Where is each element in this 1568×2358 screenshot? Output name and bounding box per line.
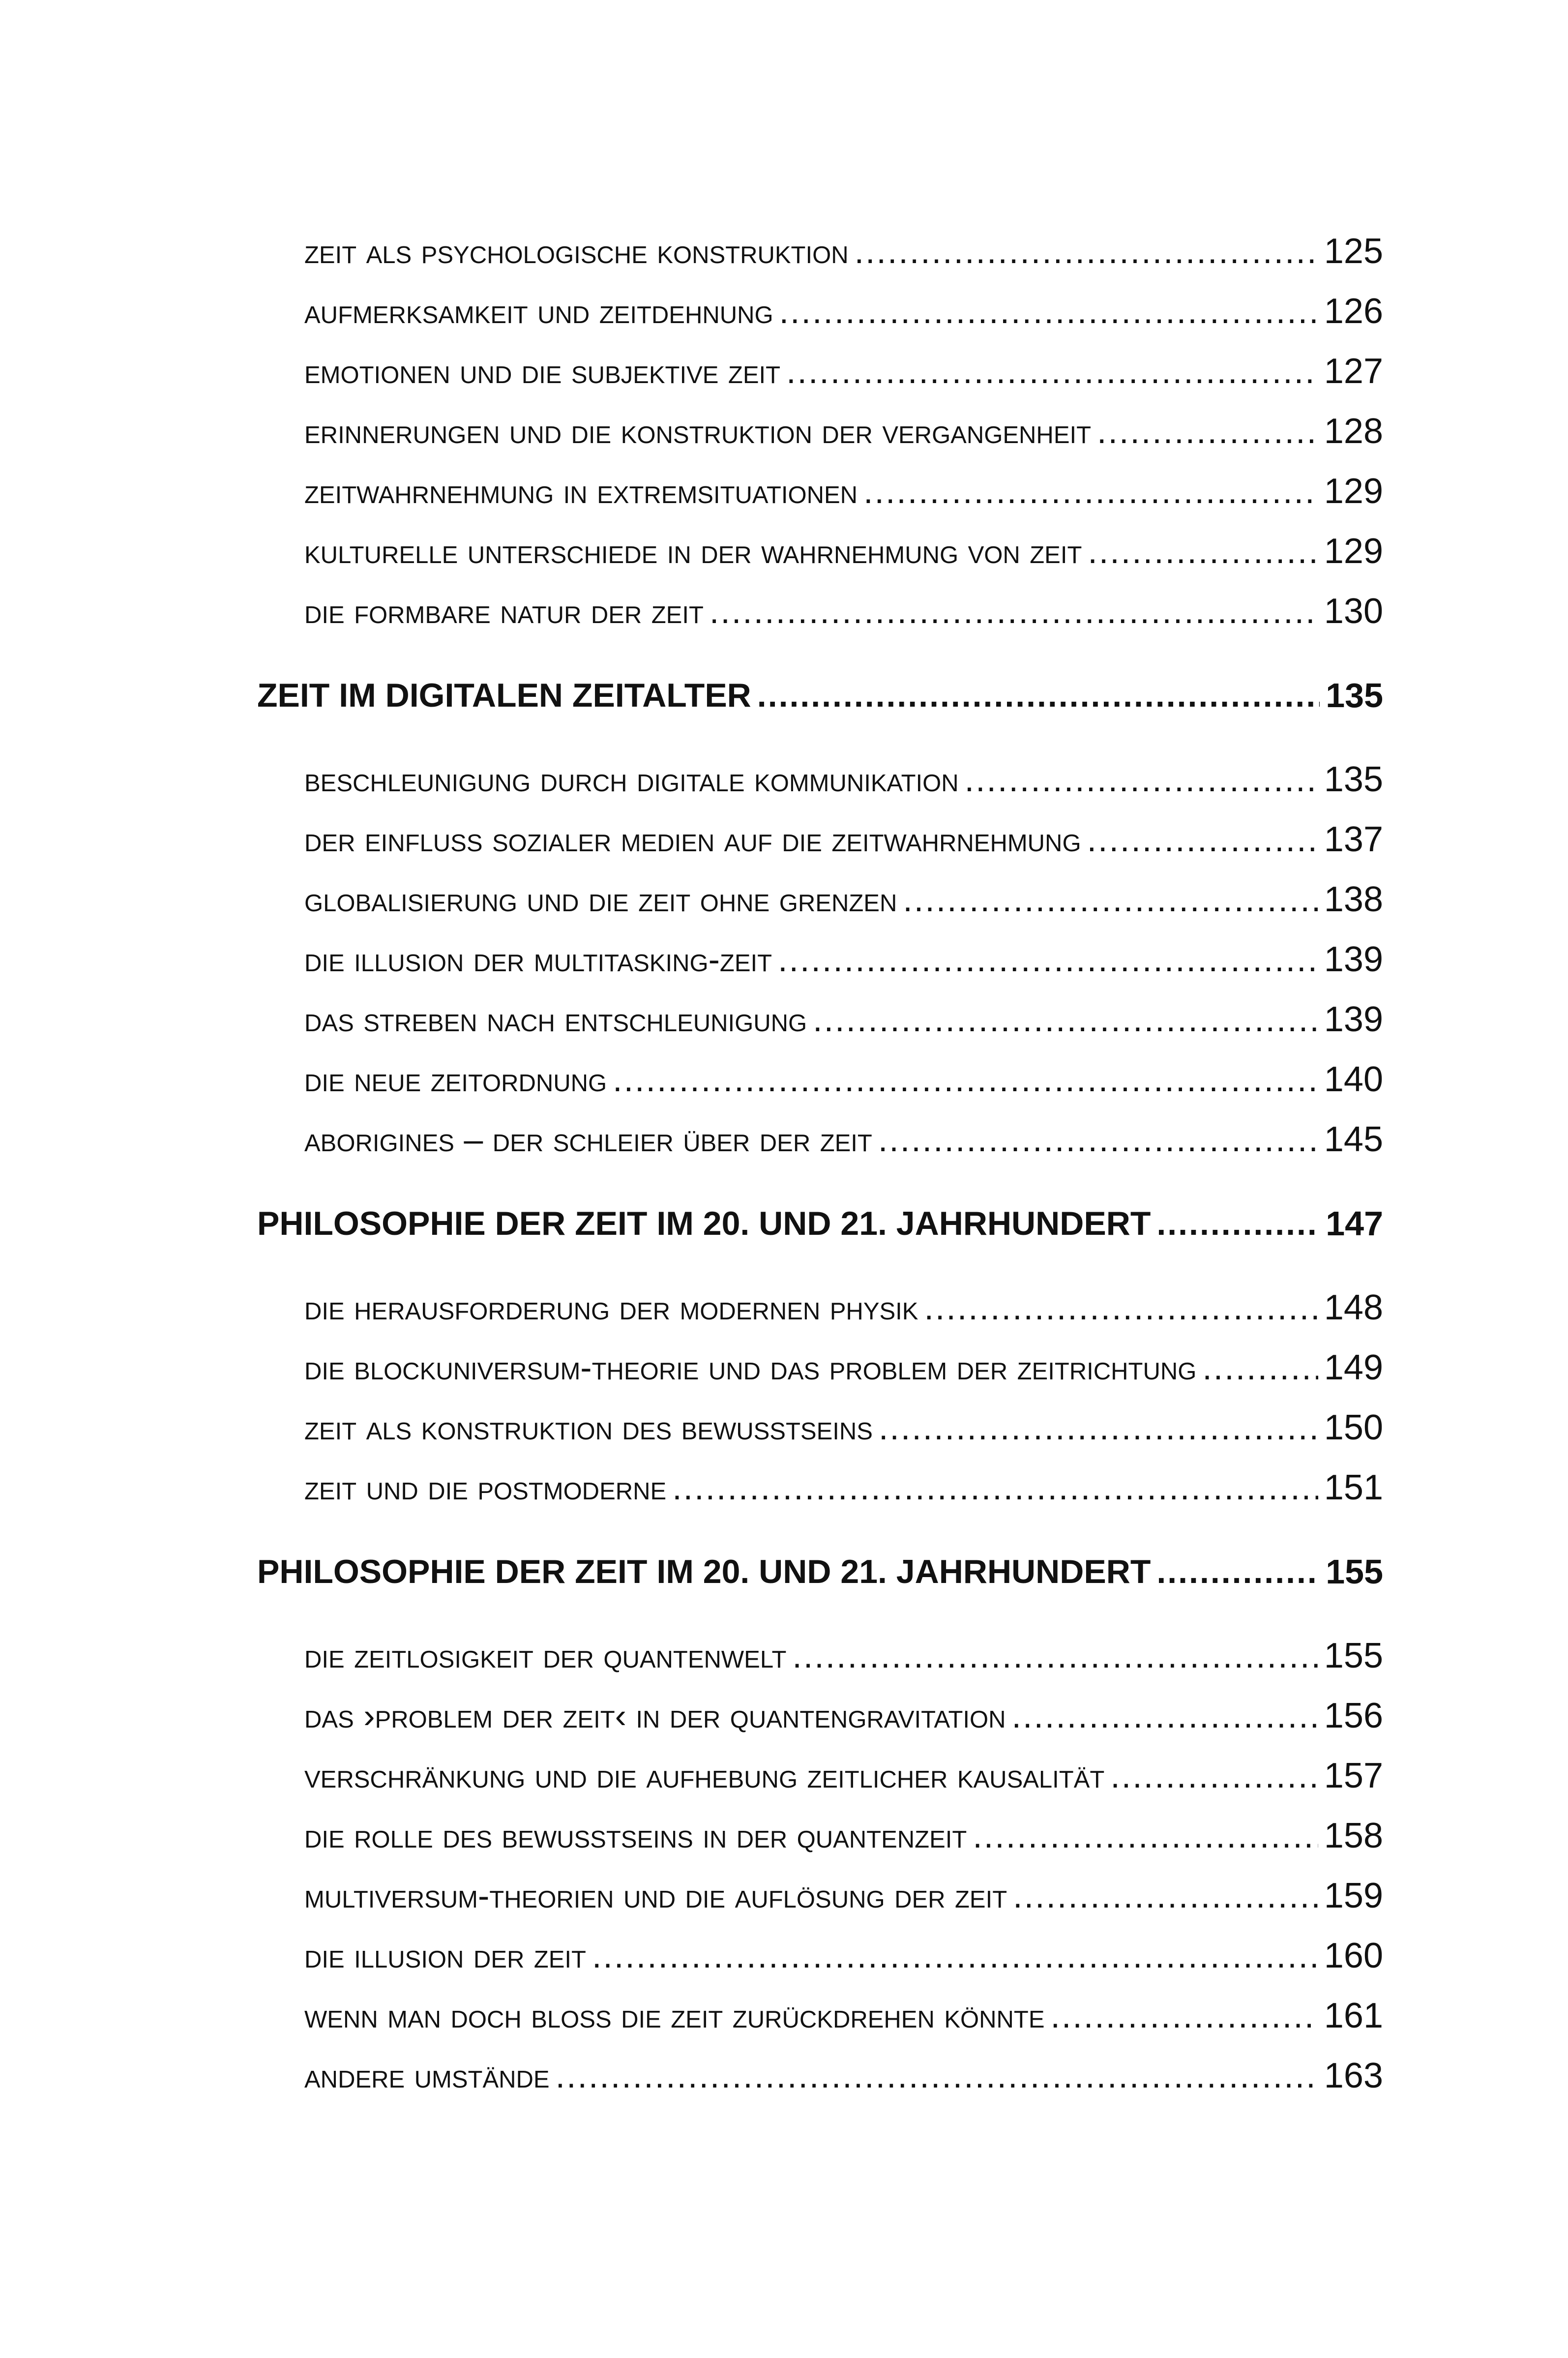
toc-entry-title: die formbare natur der zeit (304, 592, 704, 630)
dot-leader (556, 2046, 1318, 2106)
toc-entry[interactable] (304, 281, 1383, 341)
toc-entry-title: die neue zeitordnung (304, 1060, 607, 1099)
toc-entry-title: der einfluss sozialer medien auf die zeitwahrnehmung (304, 820, 1081, 859)
dot-leader (792, 1626, 1318, 1686)
toc-entry-title: emotionen und die subjektive zeit (304, 352, 781, 390)
dot-leader (878, 1109, 1318, 1169)
toc-entry[interactable] (304, 1109, 1383, 1169)
toc-entry[interactable] (304, 581, 1383, 641)
toc-chapter[interactable] (257, 1193, 1383, 1254)
table-of-contents (257, 221, 1383, 2106)
dot-leader (863, 461, 1318, 521)
toc-entry-title: andere umstände (304, 2057, 550, 2095)
dot-leader (779, 281, 1318, 341)
toc-entry[interactable] (304, 221, 1383, 281)
toc-entry-page: 155 (1324, 1636, 1383, 1675)
dot-leader (757, 665, 1320, 726)
toc-entry-page: 135 (1324, 760, 1383, 799)
toc-chapter-title: PHILOSOPHIE DER ZEIT IM 20. UND 21. JAHRHUNDERT (257, 1553, 1151, 1590)
toc-entry[interactable] (304, 1398, 1383, 1458)
toc-entry-page: 160 (1324, 1936, 1383, 1975)
dot-leader (1087, 809, 1318, 869)
dot-leader (1088, 521, 1318, 581)
toc-entry-page: 129 (1324, 472, 1383, 511)
dot-leader (813, 989, 1318, 1049)
toc-entry-title: zeit und die postmoderne (304, 1468, 667, 1507)
toc-chapter-title: PHILOSOPHIE DER ZEIT IM 20. UND 21. JAHRHUNDERT (257, 1205, 1151, 1242)
toc-entry[interactable] (304, 1866, 1383, 1926)
toc-entry[interactable] (304, 1686, 1383, 1746)
dot-leader (1156, 1541, 1320, 1602)
toc-entry-title: erinnerungen und die konstruktion der vergangenheit (304, 412, 1092, 450)
toc-entry-page: 151 (1324, 1468, 1383, 1507)
toc-entry[interactable] (304, 809, 1383, 869)
toc-entry-page: 130 (1324, 592, 1383, 631)
toc-entry[interactable] (304, 521, 1383, 581)
toc-entry-page: 148 (1324, 1288, 1383, 1327)
toc-entry-page: 139 (1324, 1000, 1383, 1039)
toc-entry-title: verschränkung und die aufhebung zeitlicher kausalität (304, 1757, 1105, 1795)
toc-entry-page: 159 (1324, 1876, 1383, 1915)
toc-entry-title: multiversum-theorien und die auflösung der zeit (304, 1877, 1007, 1915)
toc-entry-page: 128 (1324, 412, 1383, 451)
toc-entry[interactable] (304, 1458, 1383, 1518)
toc-entry-title: die blockuniversum-theorie und das problem der zeitrichtung (304, 1348, 1197, 1387)
toc-entry-title: das streben nach entschleunigung (304, 1000, 807, 1039)
toc-entry-page: 137 (1324, 820, 1383, 859)
toc-entry-page: 127 (1324, 352, 1383, 391)
toc-entry[interactable] (304, 1926, 1383, 1986)
toc-entry[interactable] (304, 1626, 1383, 1686)
toc-entry-page: 161 (1324, 1996, 1383, 2035)
toc-entry-page: 156 (1324, 1696, 1383, 1735)
toc-entry-title: aufmerksamkeit und zeitdehnung (304, 292, 773, 330)
toc-entry-page: 140 (1324, 1060, 1383, 1099)
dot-leader (924, 1278, 1318, 1338)
dot-leader (613, 1049, 1318, 1109)
toc-entry-page: 129 (1324, 532, 1383, 571)
toc-chapter-page: 147 (1326, 1204, 1383, 1243)
dot-leader (1110, 1746, 1318, 1806)
toc-entry[interactable] (304, 341, 1383, 401)
toc-entry-title: globalisierung und die zeit ohne grenzen (304, 880, 897, 919)
toc-entry[interactable] (304, 1278, 1383, 1338)
toc-entry[interactable] (304, 401, 1383, 461)
dot-leader (855, 221, 1318, 281)
dot-leader (879, 1398, 1318, 1458)
dot-leader (778, 929, 1318, 989)
dot-leader (592, 1926, 1318, 1986)
toc-entry[interactable] (304, 989, 1383, 1049)
dot-leader (786, 341, 1318, 401)
toc-entry-title: die zeitlosigkeit der quantenwelt (304, 1637, 787, 1675)
dot-leader (1097, 401, 1318, 461)
toc-entry[interactable] (304, 929, 1383, 989)
dot-leader (710, 581, 1318, 641)
toc-entry-title: wenn man doch bloß die zeit zurückdrehen könnte (304, 1997, 1045, 2035)
toc-entry-title: zeit als konstruktion des bewusstseins (304, 1408, 873, 1447)
dot-leader (672, 1458, 1318, 1518)
toc-chapter[interactable] (257, 1541, 1383, 1602)
dot-leader (1156, 1193, 1320, 1254)
toc-chapter[interactable] (257, 665, 1383, 726)
dot-leader (903, 869, 1318, 929)
toc-entry[interactable] (304, 1049, 1383, 1109)
dot-leader (1202, 1338, 1318, 1398)
dot-leader (1051, 1986, 1318, 2046)
toc-entry[interactable] (304, 869, 1383, 929)
toc-entry[interactable] (304, 1746, 1383, 1806)
toc-entry-title: kulturelle unterschiede in der wahrnehmung von zeit (304, 532, 1082, 570)
toc-entry-title: beschleunigung durch digitale kommunikation (304, 760, 959, 799)
toc-entry-title: zeitwahrnehmung in extremsituationen (304, 472, 858, 510)
toc-entry[interactable] (304, 749, 1383, 809)
toc-entry-page: 139 (1324, 940, 1383, 979)
toc-entry-title: die herausforderung der modernen physik (304, 1288, 918, 1327)
dot-leader (1012, 1686, 1318, 1746)
toc-entry-page: 158 (1324, 1816, 1383, 1855)
toc-entry[interactable] (304, 1986, 1383, 2046)
toc-entry-title: aborigines – der schleier über der zeit (304, 1120, 872, 1159)
toc-entry-title: die rolle des bewusstseins in der quantenzeit (304, 1817, 967, 1855)
dot-leader (973, 1806, 1318, 1866)
dot-leader (1013, 1866, 1318, 1926)
toc-entry-title: die illusion der zeit (304, 1937, 586, 1975)
toc-chapter-page: 135 (1326, 676, 1383, 715)
toc-entry[interactable] (304, 1338, 1383, 1398)
toc-entry-page: 150 (1324, 1408, 1383, 1447)
toc-entry-page: 126 (1324, 292, 1383, 331)
toc-entry[interactable] (304, 461, 1383, 521)
toc-entry-page: 149 (1324, 1348, 1383, 1387)
toc-entry-page: 145 (1324, 1120, 1383, 1159)
toc-chapter-page: 155 (1326, 1552, 1383, 1591)
toc-entry-page: 163 (1324, 2056, 1383, 2095)
toc-entry-page: 157 (1324, 1756, 1383, 1795)
toc-entry-title: das ›problem der zeit‹ in der quantengravitation (304, 1697, 1006, 1735)
toc-entry-page: 138 (1324, 880, 1383, 919)
dot-leader (965, 749, 1318, 809)
toc-entry-page: 125 (1324, 232, 1383, 271)
toc-entry-title: die illusion der multitasking-zeit (304, 940, 772, 979)
toc-entry-title: zeit als psychologische konstruktion (304, 232, 849, 270)
toc-chapter-title: ZEIT IM DIGITALEN ZEITALTER (257, 677, 751, 714)
toc-entry[interactable] (304, 2046, 1383, 2106)
toc-entry[interactable] (304, 1806, 1383, 1866)
